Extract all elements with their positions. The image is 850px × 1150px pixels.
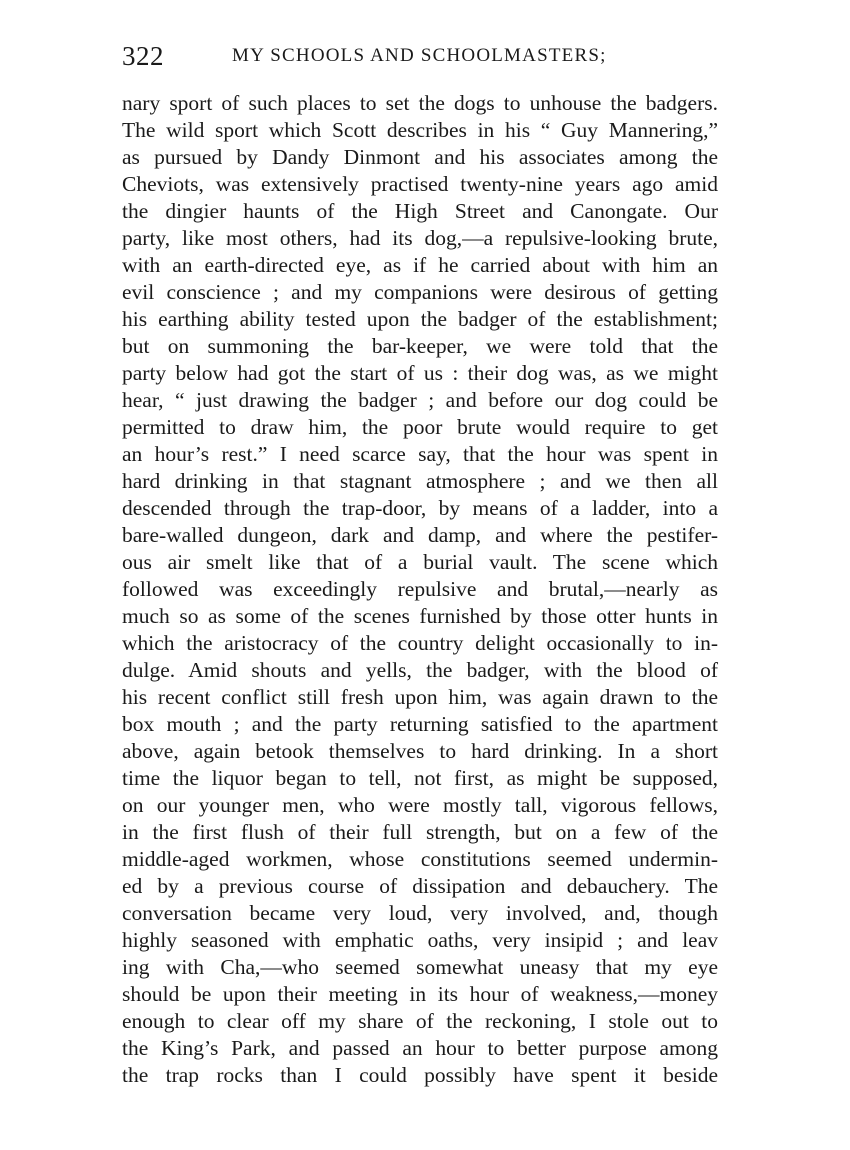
- text-line: ous air smelt like that of a burial vault. The scene which: [122, 550, 718, 574]
- page-header: [122, 38, 718, 74]
- text-line: enough to clear off my share of the reckoning, I stole out to: [122, 1009, 718, 1033]
- text-line: with an earth-directed eye, as if he carried about with him an: [122, 253, 718, 277]
- text-line: the trap rocks than I could possibly have spent it beside: [122, 1063, 718, 1087]
- text-line: the King’s Park, and passed an hour to better purpose among: [122, 1036, 718, 1060]
- text-line: box mouth ; and the party returning satisfied to the apartment: [122, 712, 718, 736]
- text-line: ing with Cha,—who seemed somewhat uneasy that my eye: [122, 955, 718, 979]
- text-line: nary sport of such places to set the dogs to unhouse the badgers.: [122, 91, 718, 115]
- text-line: above, again betook themselves to hard drinking. In a short: [122, 739, 718, 763]
- text-line: should be upon their meeting in its hour of weakness,—money: [122, 982, 718, 1006]
- text-line: descended through the trap-door, by means of a ladder, into a: [122, 496, 718, 520]
- text-line: Cheviots, was extensively practised twenty-nine years ago amid: [122, 172, 718, 196]
- text-line: ed by a previous course of dissipation and debauchery. The: [122, 874, 718, 898]
- text-line: his earthing ability tested upon the badger of the establishment;: [122, 307, 718, 331]
- page-number: 322: [122, 41, 164, 71]
- text-line: party below had got the start of us : their dog was, as we might: [122, 361, 718, 385]
- text-line: conversation became very loud, very involved, and, though: [122, 901, 718, 925]
- text-line: party, like most others, had its dog,—a repulsive-looking brute,: [122, 226, 718, 250]
- text-line: hear, “ just drawing the badger ; and before our dog could be: [122, 388, 718, 412]
- text-line: The wild sport which Scott describes in his “ Guy Mannering,”: [122, 118, 718, 142]
- text-line: an hour’s rest.” I need scarce say, that the hour was spent in: [122, 442, 718, 466]
- text-line: on our younger men, who were mostly tall, vigorous fellows,: [122, 793, 718, 817]
- text-line: in the first flush of their full strength, but on a few of the: [122, 820, 718, 844]
- text-line: dulge. Amid shouts and yells, the badger, with the blood of: [122, 658, 718, 682]
- text-line: permitted to draw him, the poor brute would require to get: [122, 415, 718, 439]
- text-line: but on summoning the bar-keeper, we were told that the: [122, 334, 718, 358]
- text-line: the dingier haunts of the High Street and Canongate. Our: [122, 199, 718, 223]
- text-line: evil conscience ; and my companions were desirous of getting: [122, 280, 718, 304]
- running-title: MY SCHOOLS AND SCHOOLMASTERS;: [232, 45, 607, 66]
- text-line: much so as some of the scenes furnished by those otter hunts in: [122, 604, 718, 628]
- text-line: middle-aged workmen, whose constitutions seemed undermin-: [122, 847, 718, 871]
- text-line: highly seasoned with emphatic oaths, very insipid ; and leav: [122, 928, 718, 952]
- body-paragraph: [122, 90, 718, 1089]
- text-line: followed was exceedingly repulsive and brutal,—nearly as: [122, 577, 718, 601]
- text-line: hard drinking in that stagnant atmosphere ; and we then all: [122, 469, 718, 493]
- text-line: which the aristocracy of the country delight occasionally to in-: [122, 631, 718, 655]
- text-line: bare-walled dungeon, dark and damp, and where the pestifer-: [122, 523, 718, 547]
- text-line: his recent conflict still fresh upon him, was again drawn to the: [122, 685, 718, 709]
- text-line: time the liquor began to tell, not first, as might be supposed,: [122, 766, 718, 790]
- text-line: as pursued by Dandy Dinmont and his associates among the: [122, 145, 718, 169]
